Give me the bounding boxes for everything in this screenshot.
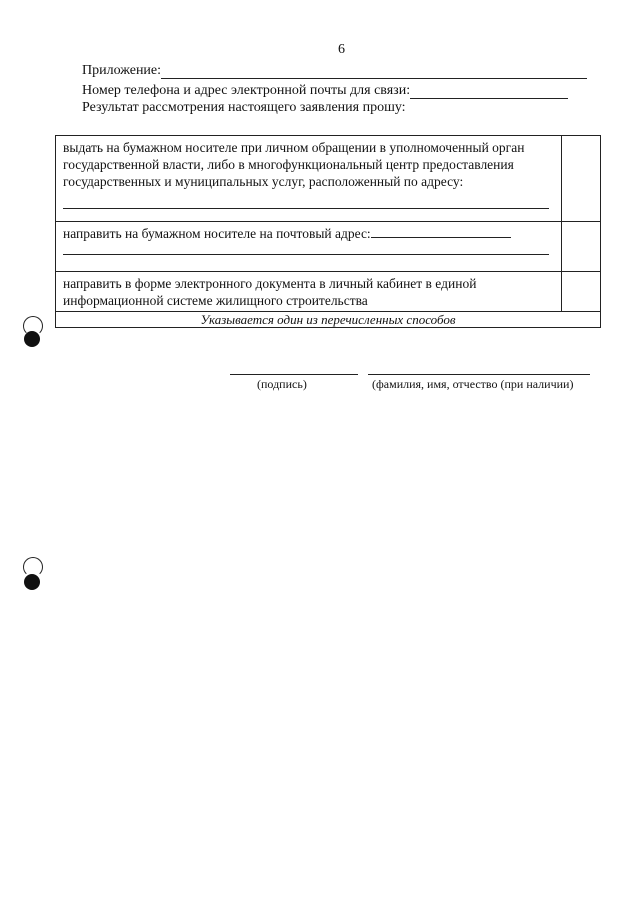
postal-address-field-2[interactable] <box>63 246 549 255</box>
result-label: Результат рассмотрения настоящего заявления прошу: <box>82 100 406 115</box>
option-text-electronic: направить в форме электронного документа в личный кабинет в единой информационной системе жилищного строительства <box>63 276 477 308</box>
attachment-row <box>82 63 587 79</box>
address-field[interactable] <box>63 200 549 209</box>
contact-field[interactable] <box>410 84 568 99</box>
option-checkbox-in-person[interactable] <box>562 136 601 222</box>
punch-hole <box>24 574 40 590</box>
attachment-field[interactable] <box>161 64 587 79</box>
table-note: Указывается один из перечисленных способов <box>56 312 601 328</box>
signature-caption: (подпись) <box>257 377 307 391</box>
option-checkbox-electronic[interactable] <box>562 272 601 312</box>
page-number: 6 <box>338 42 345 57</box>
option-text-postal: направить на бумажном носителе на почтовый адрес: <box>63 226 371 241</box>
option-row <box>56 136 601 222</box>
delivery-options-table <box>55 135 601 328</box>
option-checkbox-postal[interactable] <box>562 222 601 272</box>
option-text-in-person: выдать на бумажном носителе при личном обращении в уполномоченный орган государственной власти, либо в многофункциональный центр предоставления государственных и муниципальных услуг, расположенный по адресу: <box>63 140 525 189</box>
option-cell <box>56 222 562 272</box>
attachment-label: Приложение: <box>82 63 162 78</box>
full-name-line[interactable] <box>368 374 590 375</box>
signature-line[interactable] <box>230 374 358 375</box>
result-row <box>82 100 406 116</box>
option-row <box>56 272 601 312</box>
option-row <box>56 222 601 272</box>
postal-address-field[interactable] <box>371 225 511 238</box>
contact-row <box>82 83 568 99</box>
full-name-caption: (фамилия, имя, отчество (при наличии) <box>372 377 574 391</box>
option-cell <box>56 136 562 222</box>
contact-label: Номер телефона и адрес электронной почты для связи: <box>82 83 411 98</box>
table-note-row <box>56 312 601 328</box>
option-cell <box>56 272 562 312</box>
punch-hole <box>24 331 40 347</box>
